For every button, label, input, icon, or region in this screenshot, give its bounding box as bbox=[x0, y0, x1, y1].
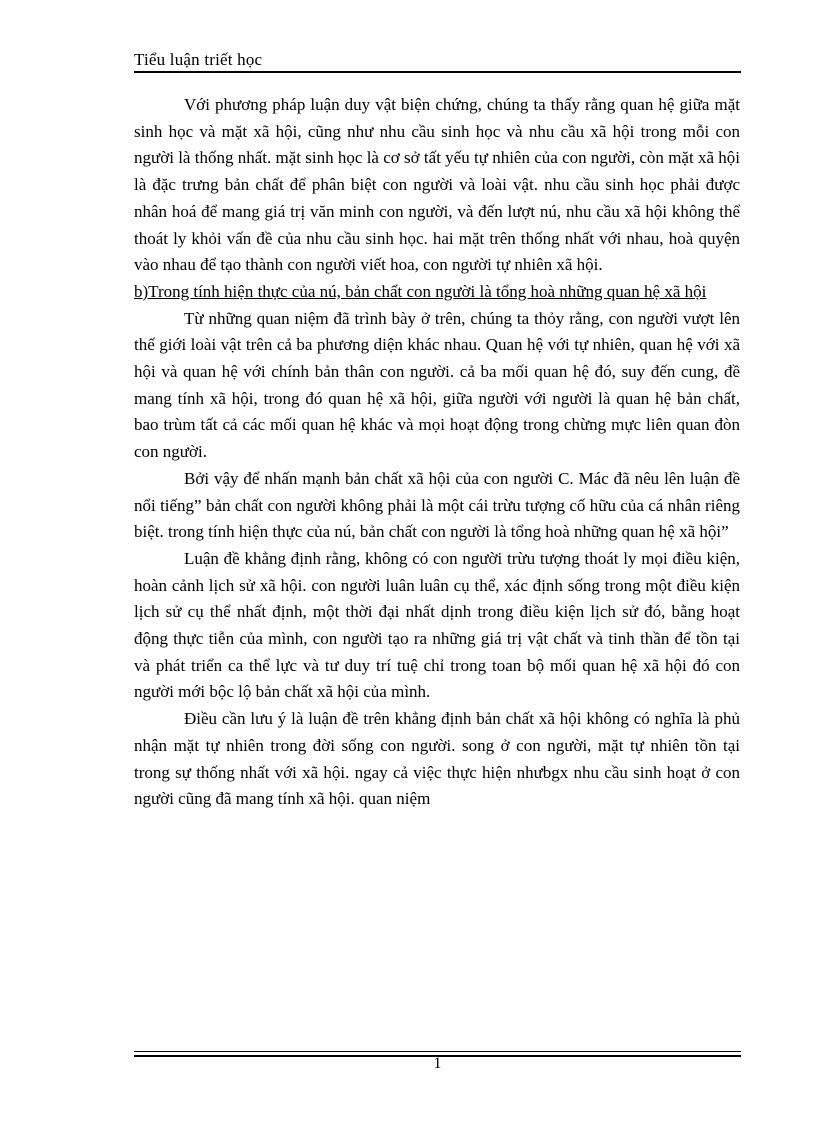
paragraph: Bởi vậy để nhấn mạnh bản chất xã hội của con người C. Mác đã nêu lên luận đề nổi tiếng” bản chất con người không phải là một cái trừu tượng cố hữu của cá nhân riêng biệt. trong tính hiện thực của nú, bản chất con người là tổng hoà những quan hệ xã hội” bbox=[134, 468, 740, 542]
section-heading: b)Trong tính hiện thực của nú, bản chất con người là tổng hoà những quan hệ xã hội bbox=[134, 281, 707, 301]
document-body bbox=[134, 92, 740, 813]
paragraph: Luận đề khẳng định rằng, không có con người trừu tượng thoát ly mọi điều kiện, hoàn cảnh lịch sử xã hội. con người luân luân cụ thể, xác định sống trong một điều kiện lịch sử cụ thể nhất định, một thời đại nhất dịnh trong điều kiện lịch sử đó, bằng hoạt động thực tiễn của mình, con người tạo ra những giá trị vật chất và tinh thần để tồn tại và phát triển ca thể lực và tư duy trí tuệ chỉ trong toan bộ mối quan hệ xã hội đó con người mới bộc lộ bản chất xã hội của mình. bbox=[134, 548, 740, 702]
page-header-title: Tiểu luận triết học bbox=[134, 50, 263, 69]
page-number: 1 bbox=[433, 1055, 442, 1072]
paragraph: Với phương pháp luận duy vật biện chứng, chúng ta thấy rằng quan hệ giữa mặt sinh học và mặt xã hội, cũng như nhu cầu sinh học và nhu cầu xã hội trong mỗi con người là thống nhất. mặt sinh học là cơ sở tất yếu tự nhiên của con người, còn mặt xã hội là đặc trưng bản chất để phân biệt con người và loài vật. nhu cầu sinh học phải được nhân hoá để mang giá trị văn minh con người, và đến lượt nú, nhu cầu xã hội không thể thoát ly khỏi vấn đề của nhu cầu sinh học. hai mặt trên thống nhất với nhau, hoà quyện vào nhau để tạo thành con người viết hoa, con người tự nhiên xã hội. bbox=[134, 95, 740, 275]
paragraph: Từ những quan niệm đã trình bày ở trên, chúng ta thỏy rằng, con người vượt lên thế giới loài vật trên cả ba phương diện khác nhau. Quan hệ với tự nhiên, quan hệ với xã hội và quan hệ với chính bản thân con người. cả ba mối quan hệ đó, suy đến cung, đề mang tính xã hội, trong đó quan hệ xã hội, giữa người với người là quan hệ bản chất, bao trùm tất cả các mối quan hệ khác và mọi hoạt động trong chừng mực liên quan đòn con người. bbox=[134, 308, 740, 462]
paragraph: Điều cần lưu ý là luận đề trên khẳng định bản chất xã hội không có nghĩa là phủ nhận mặt tự nhiên trong đời sống con người. song ở con người, mặt tự nhiên tồn tại trong sự thống nhất với xã hội. ngay cả việc thực hiện nhưbgx nhu cầu sinh hoạt ở con người cũng đã mang tính xã hội. quan niệm bbox=[134, 709, 740, 809]
header-divider bbox=[134, 71, 741, 73]
